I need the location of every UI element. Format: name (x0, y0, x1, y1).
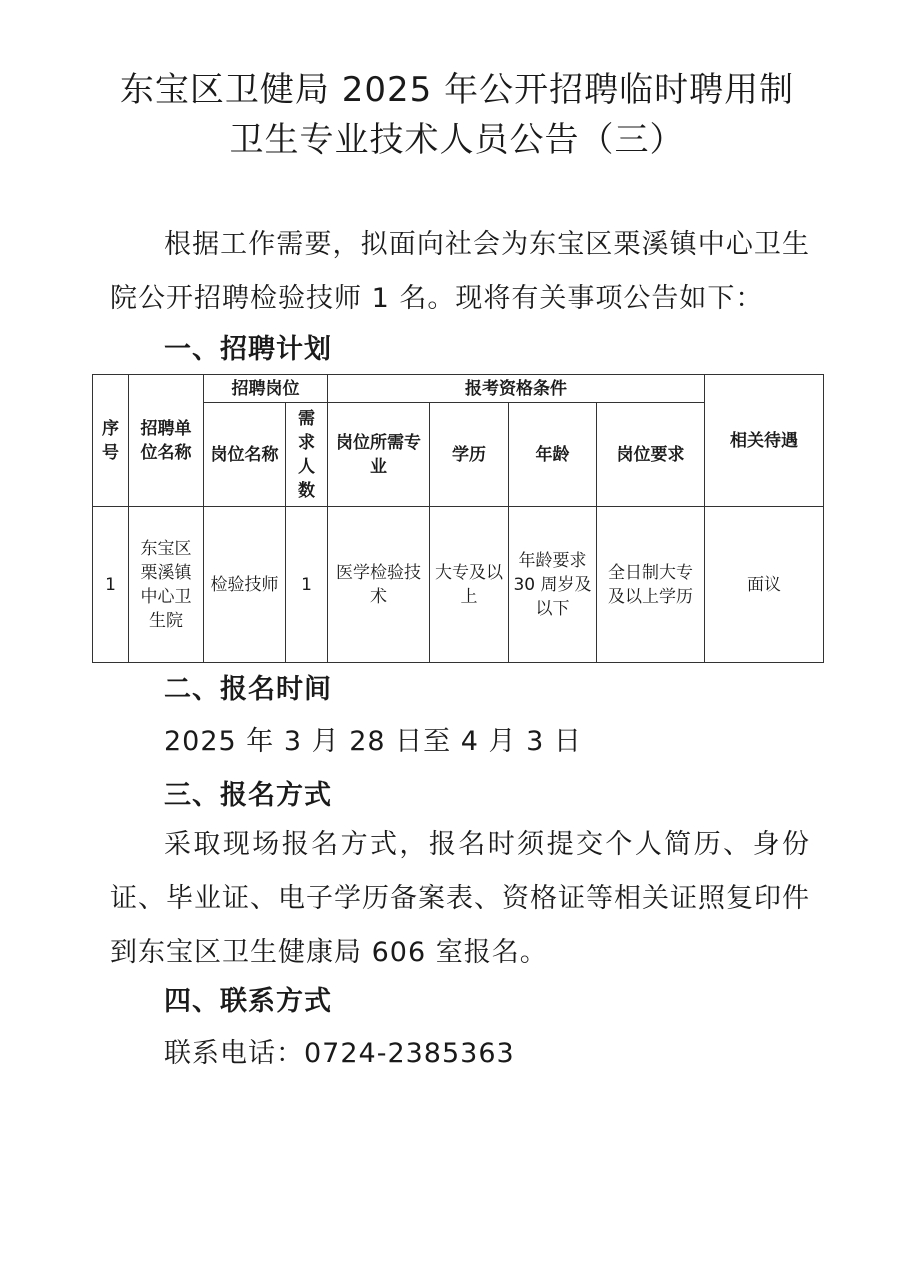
table-row (93, 507, 824, 663)
table-header-row-1 (93, 375, 824, 403)
contact-phone-text: 联系电话：0724-2385363 (164, 1038, 515, 1069)
header-unit: 招聘单位名称 (129, 375, 204, 507)
section-heading-registration-method: 三、报名方式 (164, 780, 332, 811)
cell-benefits: 面议 (705, 507, 824, 663)
cell-unit: 东宝区栗溪镇中心卫生院 (129, 507, 204, 663)
intro-paragraph: 根据工作需要，拟面向社会为东宝区栗溪镇中心卫生院公开招聘检验技师 1 名。现将有关事项公告如下： (110, 229, 810, 314)
header-position-group: 招聘岗位 (204, 375, 328, 403)
header-benefits: 相关待遇 (705, 375, 824, 507)
header-major: 岗位所需专业 (328, 403, 430, 507)
header-age: 年龄 (509, 403, 597, 507)
header-headcount: 需求人数 (286, 403, 328, 507)
title-line-2: 卫生专业技术人员公告（三） (229, 120, 685, 160)
header-education: 学历 (430, 403, 509, 507)
registration-time-text: 2025 年 3 月 28 日至 4 月 3 日 (164, 726, 582, 757)
title-line-1: 东宝区卫健局 2025 年公开招聘临时聘用制 (119, 70, 795, 110)
header-position-name: 岗位名称 (204, 403, 286, 507)
header-qualification-group: 报考资格条件 (328, 375, 705, 403)
section-heading-registration-time: 二、报名时间 (164, 674, 332, 705)
section-heading-contact: 四、联系方式 (164, 986, 332, 1017)
registration-method-paragraph: 采取现场报名方式，报名时须提交个人简历、身份证、毕业证、电子学历备案表、资格证等相关证照复印件到东宝区卫生健康局 606 室报名。 (110, 829, 810, 968)
cell-headcount: 1 (286, 507, 328, 663)
header-index: 序号 (93, 375, 129, 507)
section-heading-recruitment-plan: 一、招聘计划 (164, 334, 332, 365)
cell-education: 大专及以上 (430, 507, 509, 663)
recruitment-plan-table (92, 374, 824, 663)
cell-age: 年龄要求 30 周岁及以下 (509, 507, 597, 663)
cell-major: 医学检验技术 (328, 507, 430, 663)
header-requirement: 岗位要求 (597, 403, 705, 507)
cell-requirement: 全日制大专及以上学历 (597, 507, 705, 663)
cell-index: 1 (93, 507, 129, 663)
cell-position-name: 检验技师 (204, 507, 286, 663)
